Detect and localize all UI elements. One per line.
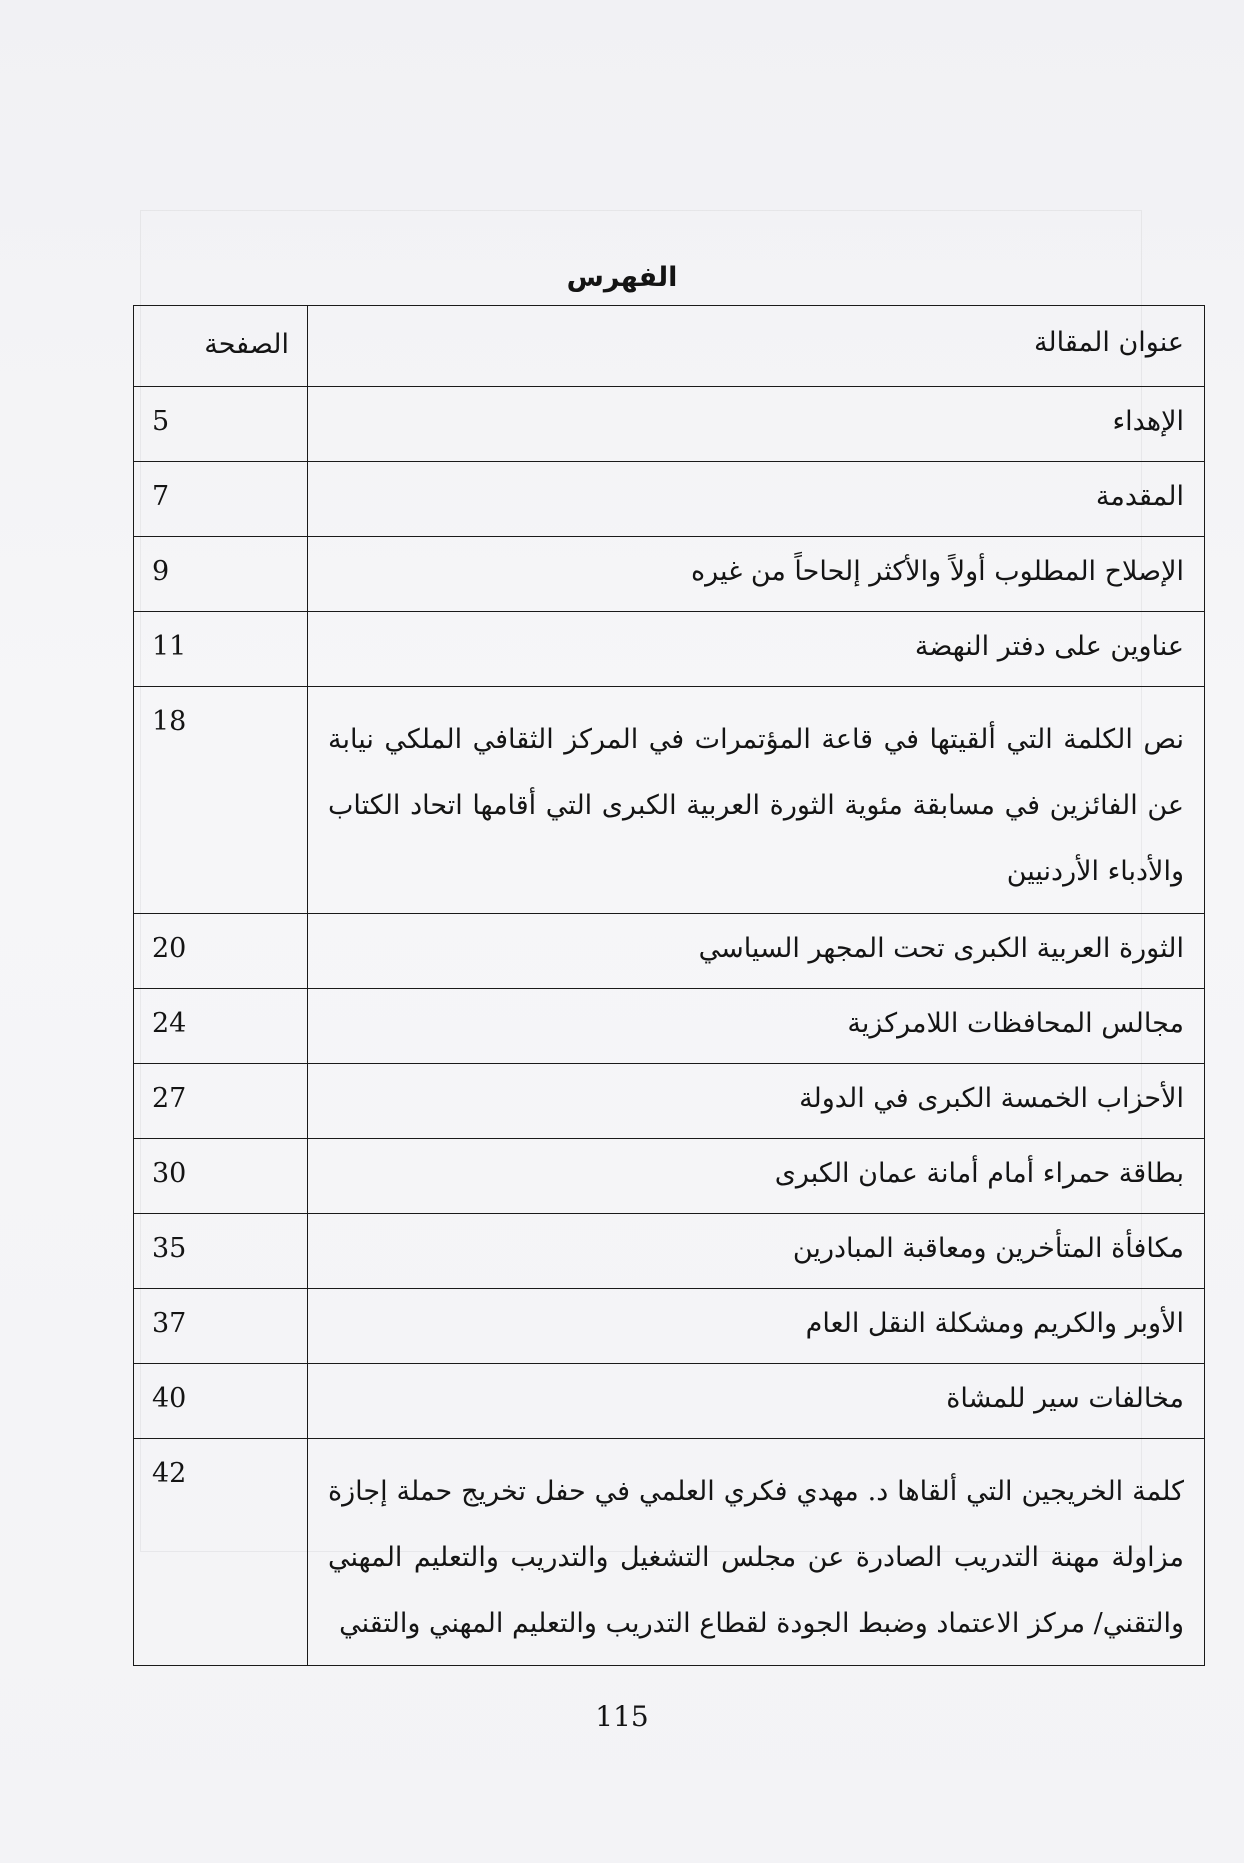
table-row xyxy=(134,387,1205,462)
entry-title: مجالس المحافظات اللامركزية xyxy=(308,989,1205,1064)
table-row xyxy=(134,1364,1205,1439)
table-row xyxy=(134,989,1205,1064)
table-row xyxy=(134,462,1205,537)
entry-page: 5 xyxy=(134,387,308,462)
table-row xyxy=(134,687,1205,914)
entry-page: 24 xyxy=(134,989,308,1064)
entry-page: 9 xyxy=(134,537,308,612)
entry-page: 35 xyxy=(134,1214,308,1289)
table-of-contents xyxy=(133,305,1205,1666)
header-title-column: عنوان المقالة xyxy=(308,306,1205,387)
page-number: 115 xyxy=(595,1700,649,1733)
entry-title: كلمة الخريجين التي ألقاها د. مهدي فكري العلمي في حفل تخريج حملة إجازة مزاولة مهنة التدريب الصادرة عن مجلس التشغيل والتدريب والتعليم المهني والتقني/ مركز الاعتماد وضبط الجودة لقطاع التدريب والتعليم المهني والتقني xyxy=(308,1439,1205,1666)
entry-page: 30 xyxy=(134,1139,308,1214)
table-row xyxy=(134,612,1205,687)
table-row xyxy=(134,1439,1205,1666)
entry-title: نص الكلمة التي ألقيتها في قاعة المؤتمرات في المركز الثقافي الملكي نيابة عن الفائزين في مسابقة مئوية الثورة العربية الكبرى التي أقامها اتحاد الكتاب والأدباء الأردنيين xyxy=(308,687,1205,914)
table-row xyxy=(134,537,1205,612)
entry-title: الأوبر والكريم ومشكلة النقل العام xyxy=(308,1289,1205,1364)
entry-page: 7 xyxy=(134,462,308,537)
table-row xyxy=(134,914,1205,989)
entry-page: 11 xyxy=(134,612,308,687)
entry-title: الأحزاب الخمسة الكبرى في الدولة xyxy=(308,1064,1205,1139)
entry-page: 18 xyxy=(134,687,308,914)
entry-page: 37 xyxy=(134,1289,308,1364)
entry-page: 42 xyxy=(134,1439,308,1666)
entry-title: بطاقة حمراء أمام أمانة عمان الكبرى xyxy=(308,1139,1205,1214)
table-row xyxy=(134,1064,1205,1139)
entry-title: الثورة العربية الكبرى تحت المجهر السياسي xyxy=(308,914,1205,989)
table-row xyxy=(134,1289,1205,1364)
entry-page: 20 xyxy=(134,914,308,989)
table-row xyxy=(134,1139,1205,1214)
header-page-column: الصفحة xyxy=(134,306,308,387)
entry-page: 40 xyxy=(134,1364,308,1439)
entry-title: المقدمة xyxy=(308,462,1205,537)
entry-title: الإهداء xyxy=(308,387,1205,462)
table-header-row xyxy=(134,306,1205,387)
entry-title: مخالفات سير للمشاة xyxy=(308,1364,1205,1439)
entry-title: عناوين على دفتر النهضة xyxy=(308,612,1205,687)
table-row xyxy=(134,1214,1205,1289)
entry-page: 27 xyxy=(134,1064,308,1139)
page-title: الفهرس xyxy=(566,262,678,293)
entry-title: مكافأة المتأخرين ومعاقبة المبادرين xyxy=(308,1214,1205,1289)
entry-title: الإصلاح المطلوب أولاً والأكثر إلحاحاً من غيره xyxy=(308,537,1205,612)
